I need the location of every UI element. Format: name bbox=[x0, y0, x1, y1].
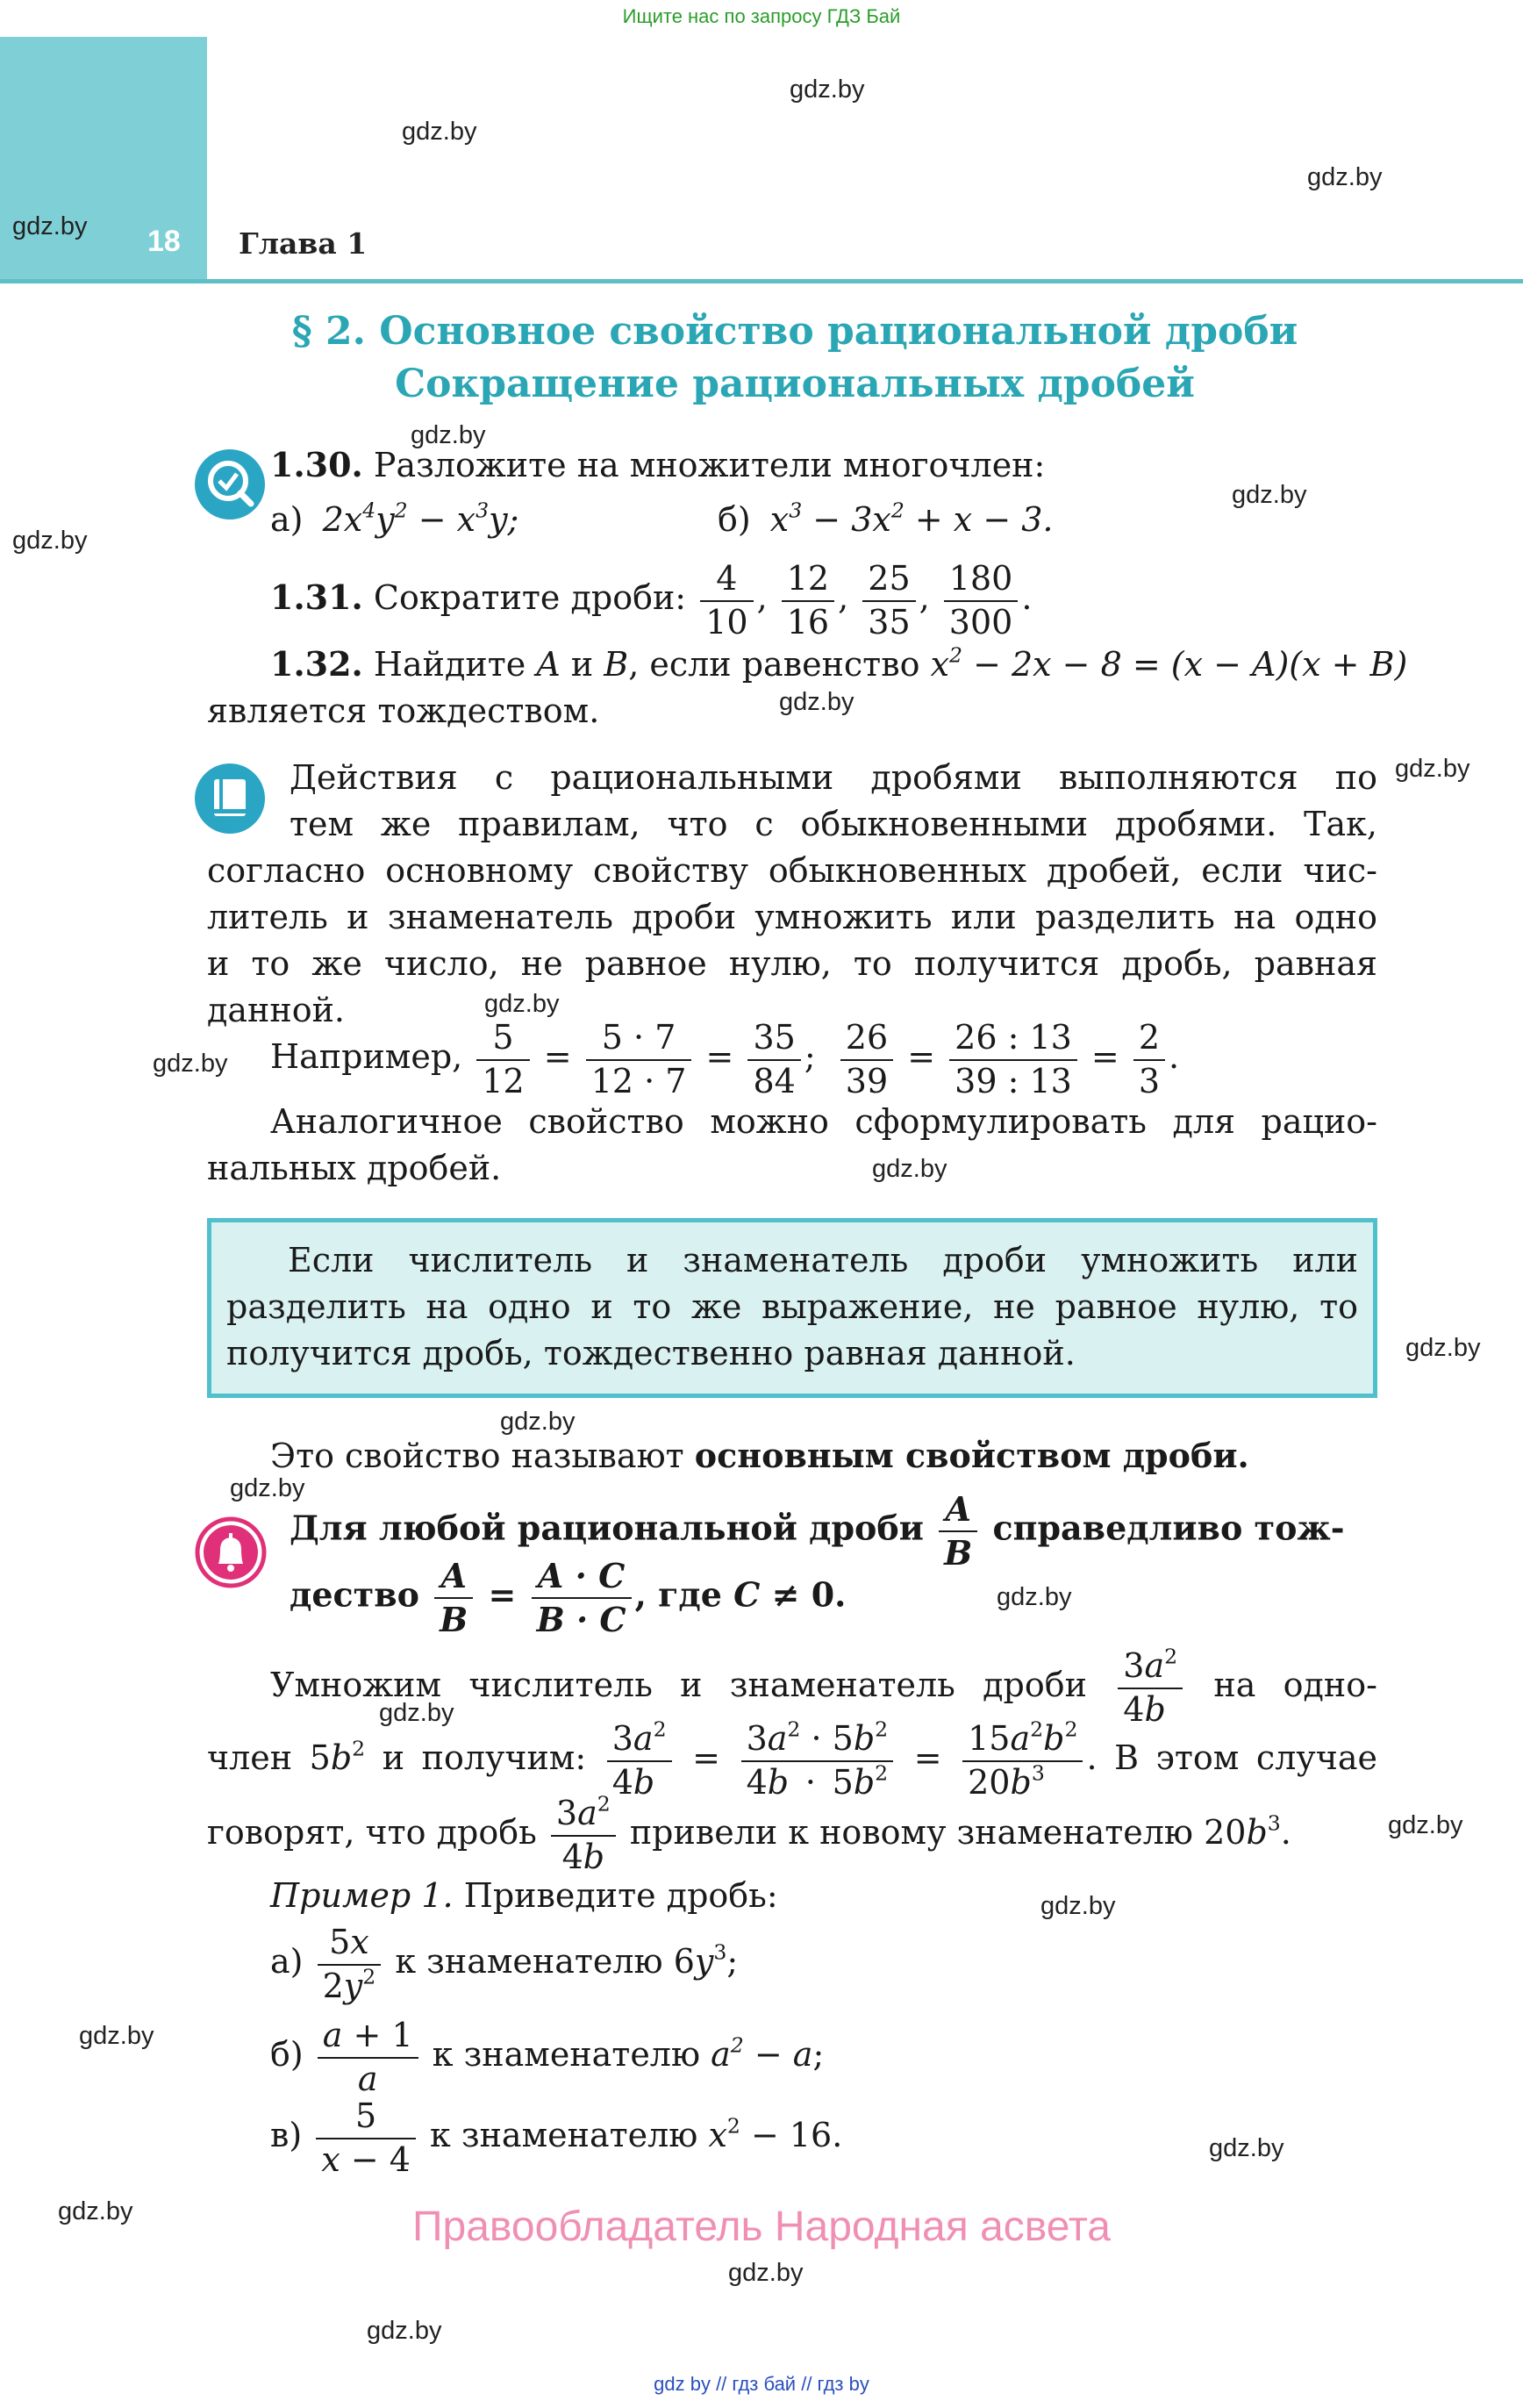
exercise-magnifier-icon bbox=[193, 448, 267, 521]
property-statement-1: Для любой рациональной дроби $\frac{A}{B}$ справедливо тож- bbox=[290, 1489, 1345, 1573]
example-1-a: а) $\frac{5x}{2y^2}$ к знаменателю $6y^3$; bbox=[270, 1922, 739, 2005]
fraction: $\frac{25}{35}$ bbox=[862, 562, 915, 641]
exercise-text: Найдите bbox=[373, 645, 526, 684]
property-statement-2: дество $\frac{A}{B}$ = $\frac{A \cdot C}{B \cdot C}$ , где C ≠ 0. bbox=[290, 1556, 847, 1639]
exercise-number: 1.31. bbox=[270, 577, 363, 617]
multiply-line-2: член $5b^2$ и получим: $\frac{3a^2}{4b}$ = $\frac{3a^2 \cdot 5b^2}{4b \cdot 5b^2}$ = $\frac{15a^2b^2}{20b^3}$ . В этом случае bbox=[207, 1716, 1377, 1802]
rule-line-3: получится дробь, тождественно равная данной. bbox=[226, 1334, 1076, 1372]
exercise-1-30-b bbox=[718, 497, 1054, 543]
property-intro: Это свойство называют основным свойством дроби. bbox=[270, 1436, 1249, 1475]
multiply-line-1: Умножим числитель и знаменатель дроби $\frac{3a^2}{4b}$ на одно- bbox=[270, 1644, 1377, 1729]
watermark: gdz.by bbox=[153, 1050, 228, 1078]
exercise-1-32: 1.32. Найдите A и B, если равенство $x^2 - 2x - 8 = (x - A)(x + B)$ bbox=[270, 642, 1408, 684]
property-name: основным свойством дроби. bbox=[694, 1436, 1249, 1475]
watermark: gdz.by bbox=[1040, 1892, 1116, 1920]
watermark: gdz.by bbox=[58, 2197, 133, 2225]
bottom-links[interactable]: gdz by // гдз бай // гдз by bbox=[654, 2373, 869, 2395]
chapter-label: Глава 1 bbox=[239, 226, 368, 261]
watermark: gdz.by bbox=[1232, 481, 1307, 509]
bell-icon bbox=[195, 1516, 267, 1588]
top-note[interactable]: Ищите нас по запросу ГДЗ Бай bbox=[622, 5, 901, 27]
theory-line-5: и то же число, не равное нулю, то получится дробь, равная bbox=[207, 944, 1377, 983]
item-label: б) bbox=[718, 500, 751, 539]
watermark: gdz.by bbox=[1405, 1334, 1481, 1362]
watermark: gdz.by bbox=[779, 688, 854, 716]
watermark: gdz.by bbox=[484, 990, 560, 1018]
watermark: gdz.by bbox=[402, 118, 477, 146]
watermark: gdz.by bbox=[790, 75, 865, 104]
watermark: gdz.by bbox=[872, 1155, 947, 1183]
book-icon bbox=[193, 762, 267, 835]
item-label: а) bbox=[270, 500, 304, 539]
theory-line-6: данной. bbox=[207, 991, 345, 1029]
polynomial-b: $x^3 - 3x^2 + x - 3$. bbox=[769, 498, 1054, 539]
exercise-number: 1.30. bbox=[270, 445, 363, 484]
watermark: gdz.by bbox=[411, 421, 486, 449]
theory-line-3: согласно основному свойству обыкновенных дробей, если чис- bbox=[207, 851, 1377, 890]
section-title-line2: Сокращение рациональных дробей bbox=[395, 362, 1195, 406]
watermark: gdz.by bbox=[997, 1583, 1072, 1611]
watermark: gdz.by bbox=[12, 212, 88, 240]
header-rule bbox=[0, 279, 1523, 283]
exercise-1-30 bbox=[270, 441, 1045, 489]
rule-line-1: Если числитель и знаменатель дроби умножить или bbox=[288, 1241, 1358, 1279]
polynomial-a: $2x^4y^2 - x^3y$; bbox=[322, 498, 519, 539]
example-fractions: Например, $\frac{5}{12}$ = $\frac{5 \cdot 7}{12 \cdot 7}$ = $\frac{35}{84}$ ; $\frac{26}{39}$ = $\frac{26 : 13}{39 : 13}$ = $\frac{2}{3}$ . bbox=[270, 1017, 1180, 1100]
watermark: gdz.by bbox=[367, 2317, 442, 2345]
watermark: gdz.by bbox=[79, 2022, 154, 2050]
exercise-text: Разложите на множители многочлен: bbox=[373, 446, 1046, 484]
multiply-line-3: говорят, что дробь $\frac{3a^2}{4b}$ привели к новому знаменателю $20b^3$. bbox=[207, 1791, 1291, 1876]
watermark: gdz.by bbox=[1209, 2134, 1284, 2162]
equation: $x^2 - 2x - 8 = (x - A)(x + B)$ bbox=[930, 642, 1408, 684]
fraction: $\frac{12}{16}$ bbox=[782, 562, 834, 641]
watermark: gdz.by bbox=[1395, 755, 1470, 783]
watermark: gdz.by bbox=[728, 2259, 804, 2287]
fraction: $\frac{4}{10}$ bbox=[700, 562, 753, 641]
theory-line-4: литель и знаменатель дроби умножить или разделить на одно bbox=[207, 898, 1377, 936]
exercise-1-32-cont: является тождеством. bbox=[207, 692, 600, 730]
theory-line-1: Действия с рациональными дробями выполняются по bbox=[290, 758, 1377, 797]
copyright-footer: Правообладатель Народная асвета bbox=[412, 2204, 1111, 2250]
watermark: gdz.by bbox=[12, 527, 88, 555]
theory-line-2: тем же правилам, что с обыкновенными дробями. Так, bbox=[290, 805, 1377, 843]
fraction: $\frac{180}{300}$ bbox=[944, 562, 1019, 641]
exercise-1-30-a bbox=[270, 497, 518, 543]
watermark: gdz.by bbox=[230, 1474, 305, 1502]
rule-line-2: разделить на одно и то же выражение, не равное нулю, то bbox=[226, 1287, 1358, 1326]
watermark: gdz.by bbox=[1388, 1811, 1463, 1839]
watermark: gdz.by bbox=[500, 1408, 576, 1436]
example-1-title: Пример 1. Приведите дробь: bbox=[270, 1876, 778, 1915]
analog-line-2: нальных дробей. bbox=[207, 1149, 502, 1187]
exercise-number: 1.32. bbox=[270, 644, 363, 684]
example-1-c: в) $\frac{5}{x - 4}$ к знаменателю $x^2 - 16$. bbox=[270, 2096, 843, 2179]
watermark: gdz.by bbox=[1307, 163, 1383, 191]
example-label: Например, bbox=[270, 1037, 463, 1076]
section-title-line1: § 2. Основное свойство рациональной дроби bbox=[291, 309, 1298, 354]
watermark: gdz.by bbox=[379, 1699, 454, 1727]
example-1-b: б) $\frac{a + 1}{a}$ к знаменателю $a^2 - a$; bbox=[270, 2015, 825, 2098]
exercise-1-31: 1.31. Сократите дроби: $\frac{4}{10}$ , $\frac{12}{16}$ , $\frac{25}{35}$ , $\frac{180}{300}$ . bbox=[270, 558, 1033, 641]
exercise-text: Сократите дроби: bbox=[373, 578, 687, 617]
page-number: 18 bbox=[147, 225, 181, 258]
analog-line-1: Аналогичное свойство можно сформулировать для рацио- bbox=[270, 1102, 1377, 1141]
